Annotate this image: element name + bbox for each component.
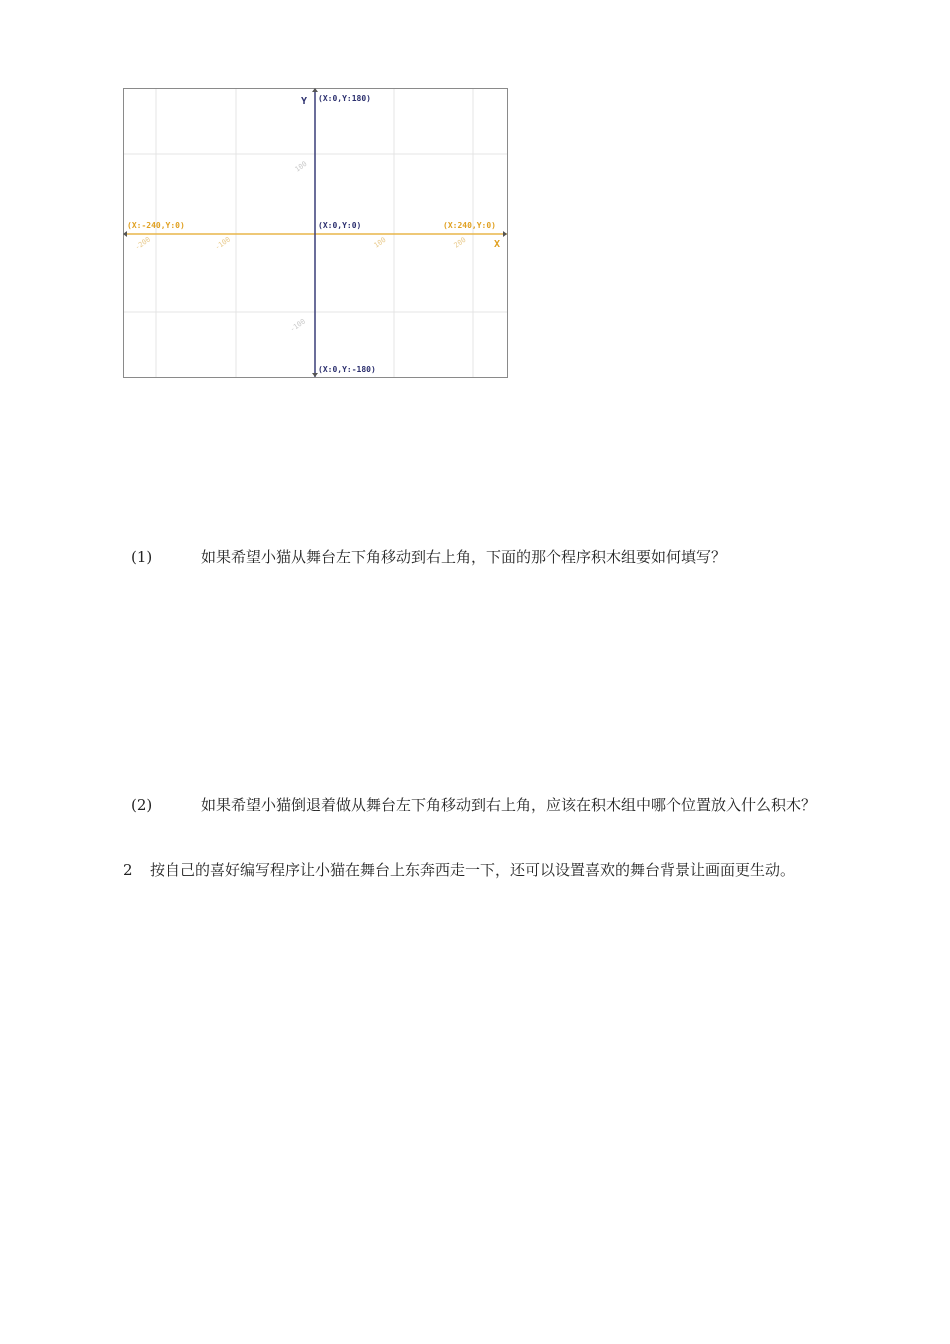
- question-2-text: 如果希望小猫倒退着做从舞台左下角移动到右上角，应该在积木组中哪个位置放入什么积木？: [201, 796, 817, 814]
- tick-x-200: 200: [452, 235, 468, 250]
- question-1: [131, 546, 726, 568]
- question-2-number: (2): [131, 796, 153, 814]
- point-label-top: (X:0,Y:180): [318, 94, 371, 103]
- tick-y-neg100: -100: [288, 317, 307, 334]
- question-3-text: 按自己的喜好编写程序让小猫在舞台上东奔西走一下，还可以设置喜欢的舞台背景让画面更生动。: [150, 861, 796, 879]
- point-label-left: (X:-240,Y:0): [127, 221, 185, 230]
- question-3: [123, 859, 795, 881]
- tick-y-100: 100: [293, 159, 309, 174]
- tick-x-neg100: -100: [213, 235, 232, 252]
- tick-x-100: 100: [372, 235, 388, 250]
- question-3-number: 2: [123, 861, 133, 879]
- question-1-text: 如果希望小猫从舞台左下角移动到右上角，下面的那个程序积木组要如何填写？: [201, 548, 727, 566]
- x-axis-label: X: [494, 239, 501, 250]
- tick-x-neg200: -200: [133, 235, 152, 252]
- point-label-right: (X:240,Y:0): [443, 221, 496, 230]
- y-axis-label: Y: [301, 96, 308, 107]
- point-label-origin: (X:0,Y:0): [318, 221, 362, 230]
- stage-coordinate-svg: [123, 88, 508, 378]
- question-1-number: (1): [131, 548, 153, 566]
- question-2: [123, 794, 863, 816]
- stage-coordinate-figure: [123, 88, 508, 378]
- point-label-bottom: (X:0,Y:-180): [318, 365, 376, 374]
